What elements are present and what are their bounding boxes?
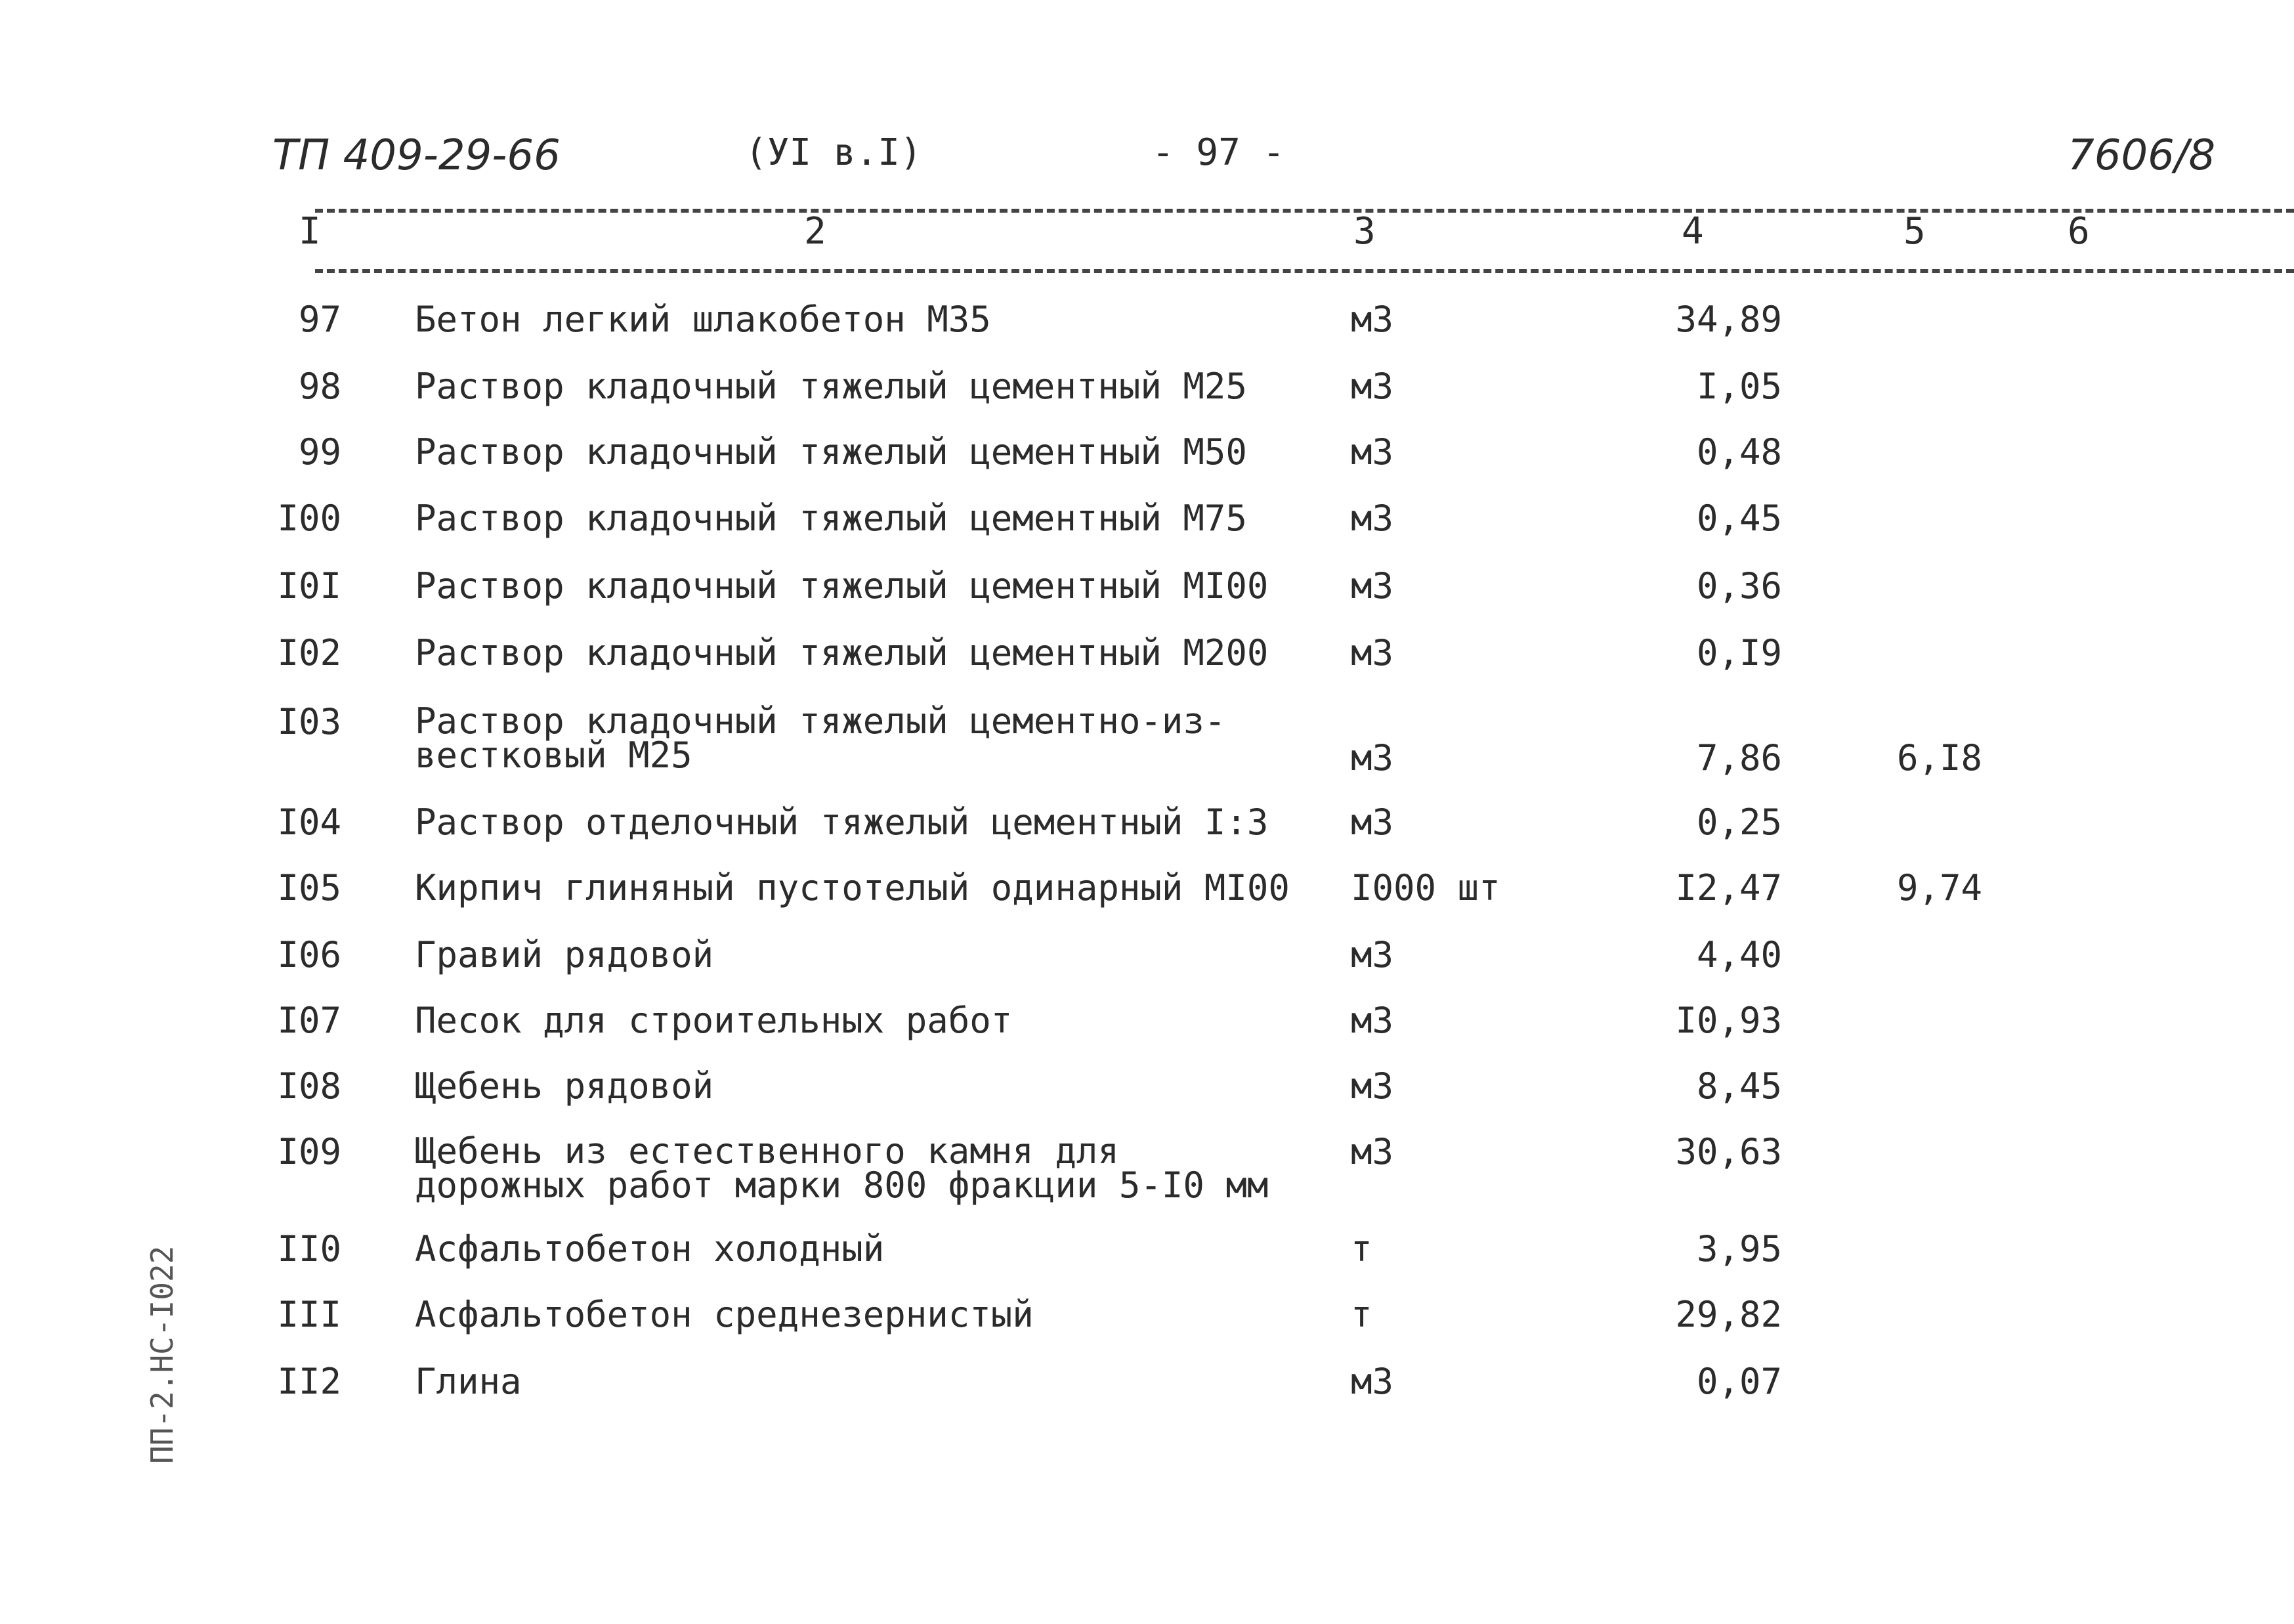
- quantity: 7,86: [1696, 737, 1782, 779]
- quantity: 4,40: [1696, 934, 1782, 975]
- table-row: [0, 366, 2294, 428]
- row-number: 98: [298, 366, 341, 407]
- row-number: I04: [277, 801, 341, 843]
- quantity: 0,07: [1696, 1361, 1782, 1402]
- column-number-2: 2: [804, 210, 826, 253]
- header-top-rule: [315, 209, 2294, 213]
- table-row: [0, 498, 2294, 560]
- quantity: I0,93: [1675, 1000, 1782, 1041]
- table-row: [0, 1361, 2294, 1423]
- row-number: I09: [277, 1131, 341, 1172]
- section-label: (УI в.I): [745, 131, 922, 174]
- column-number-5: 5: [1903, 210, 1926, 253]
- unit: м3: [1351, 1131, 1394, 1172]
- table-row: [0, 801, 2294, 864]
- quantity: 0,45: [1696, 498, 1782, 539]
- row-number: 97: [298, 299, 341, 340]
- document-code: ТП 409-29-66: [272, 131, 561, 180]
- table-row: [0, 632, 2294, 694]
- unit: т: [1351, 1228, 1372, 1270]
- quantity: 34,89: [1675, 299, 1782, 340]
- unit: м3: [1351, 1065, 1394, 1107]
- row-number: II2: [277, 1361, 341, 1402]
- unit: м3: [1351, 1000, 1394, 1041]
- quantity: I,05: [1696, 366, 1782, 407]
- row-number: 99: [298, 431, 341, 473]
- row-number: I06: [277, 934, 341, 975]
- table-row: [0, 565, 2294, 628]
- column-number-1: I: [299, 210, 321, 253]
- unit: м3: [1351, 366, 1394, 407]
- row-number: I08: [277, 1065, 341, 1107]
- material-name: Асфальтобетон среднезернистый: [415, 1294, 1034, 1335]
- material-name: Песок для строительных работ: [415, 1000, 1013, 1041]
- material-name: Раствор кладочный тяжелый цементный М25: [415, 366, 1247, 407]
- material-name: Кирпич глиняный пустотелый одинарный МI00: [415, 867, 1290, 908]
- unit: м3: [1351, 431, 1394, 473]
- sheet-number: 7606/8: [2068, 131, 2216, 180]
- unit: м3: [1351, 934, 1394, 975]
- material-name: Раствор кладочный тяжелый цементный М200: [415, 632, 1269, 673]
- quantity: 0,48: [1696, 431, 1782, 473]
- column-number-4: 4: [1682, 210, 1704, 253]
- row-number: I00: [277, 498, 341, 539]
- material-name: Щебень из естественного камня для: [415, 1130, 1119, 1172]
- column-number-3: 3: [1353, 210, 1376, 253]
- unit: т: [1351, 1294, 1372, 1335]
- unit: м3: [1351, 737, 1394, 779]
- side-stamp: ПП-2.НС-I022: [144, 1245, 180, 1464]
- row-number: I03: [277, 701, 341, 742]
- quantity: 30,63: [1675, 1131, 1782, 1172]
- material-name-continued: дорожных работ марки 800 фракции 5-I0 мм: [415, 1165, 1269, 1206]
- table-row: [0, 700, 2294, 783]
- table-row: [0, 431, 2294, 494]
- quantity: 29,82: [1675, 1294, 1782, 1335]
- column-number-6: 6: [2068, 210, 2090, 253]
- unit: м3: [1351, 801, 1394, 843]
- unit: I000 шт: [1351, 867, 1500, 908]
- table-row: [0, 299, 2294, 361]
- material-name: Бетон легкий шлакобетон М35: [415, 299, 991, 340]
- quantity: 3,95: [1696, 1228, 1782, 1270]
- material-name: Гравий рядовой: [415, 934, 714, 975]
- row-number: II0: [277, 1228, 341, 1270]
- table-row: [0, 867, 2294, 930]
- material-name: Раствор кладочный тяжелый цементный МI00: [415, 565, 1269, 607]
- unit: м3: [1351, 299, 1394, 340]
- material-name: Асфальтобетон холодный: [415, 1228, 885, 1270]
- unit: м3: [1351, 1361, 1394, 1402]
- quantity: 0,25: [1696, 801, 1782, 843]
- row-number: I07: [277, 1000, 341, 1041]
- material-name-continued: вестковый М25: [415, 735, 692, 776]
- page-number: - 97 -: [1152, 131, 1285, 174]
- row-number: III: [277, 1294, 341, 1335]
- row-number: I0I: [277, 565, 341, 607]
- quantity-col5: 9,74: [1897, 867, 1983, 908]
- quantity: 8,45: [1696, 1065, 1782, 1107]
- material-name: Раствор отделочный тяжелый цементный I:3: [415, 801, 1269, 843]
- table-row: [0, 1000, 2294, 1062]
- quantity: I2,47: [1675, 867, 1782, 908]
- unit: м3: [1351, 632, 1394, 673]
- header-bottom-rule: [315, 269, 2294, 273]
- quantity: 0,I9: [1696, 632, 1782, 673]
- table-row: [0, 934, 2294, 996]
- unit: м3: [1351, 565, 1394, 607]
- table-row: [0, 1065, 2294, 1128]
- table-row: [0, 1228, 2294, 1291]
- row-number: I02: [277, 632, 341, 673]
- unit: м3: [1351, 498, 1394, 539]
- material-name: Раствор кладочный тяжелый цементный М50: [415, 431, 1247, 473]
- table-row: [0, 1130, 2294, 1213]
- quantity: 0,36: [1696, 565, 1782, 607]
- table-row: [0, 1294, 2294, 1356]
- material-name: Раствор кладочный тяжелый цементный М75: [415, 498, 1247, 539]
- material-name: Глина: [415, 1361, 522, 1402]
- quantity-col5: 6,I8: [1897, 737, 1983, 779]
- material-name: Раствор кладочный тяжелый цементно-из-: [415, 700, 1226, 742]
- row-number: I05: [277, 867, 341, 908]
- material-name: Щебень рядовой: [415, 1065, 714, 1107]
